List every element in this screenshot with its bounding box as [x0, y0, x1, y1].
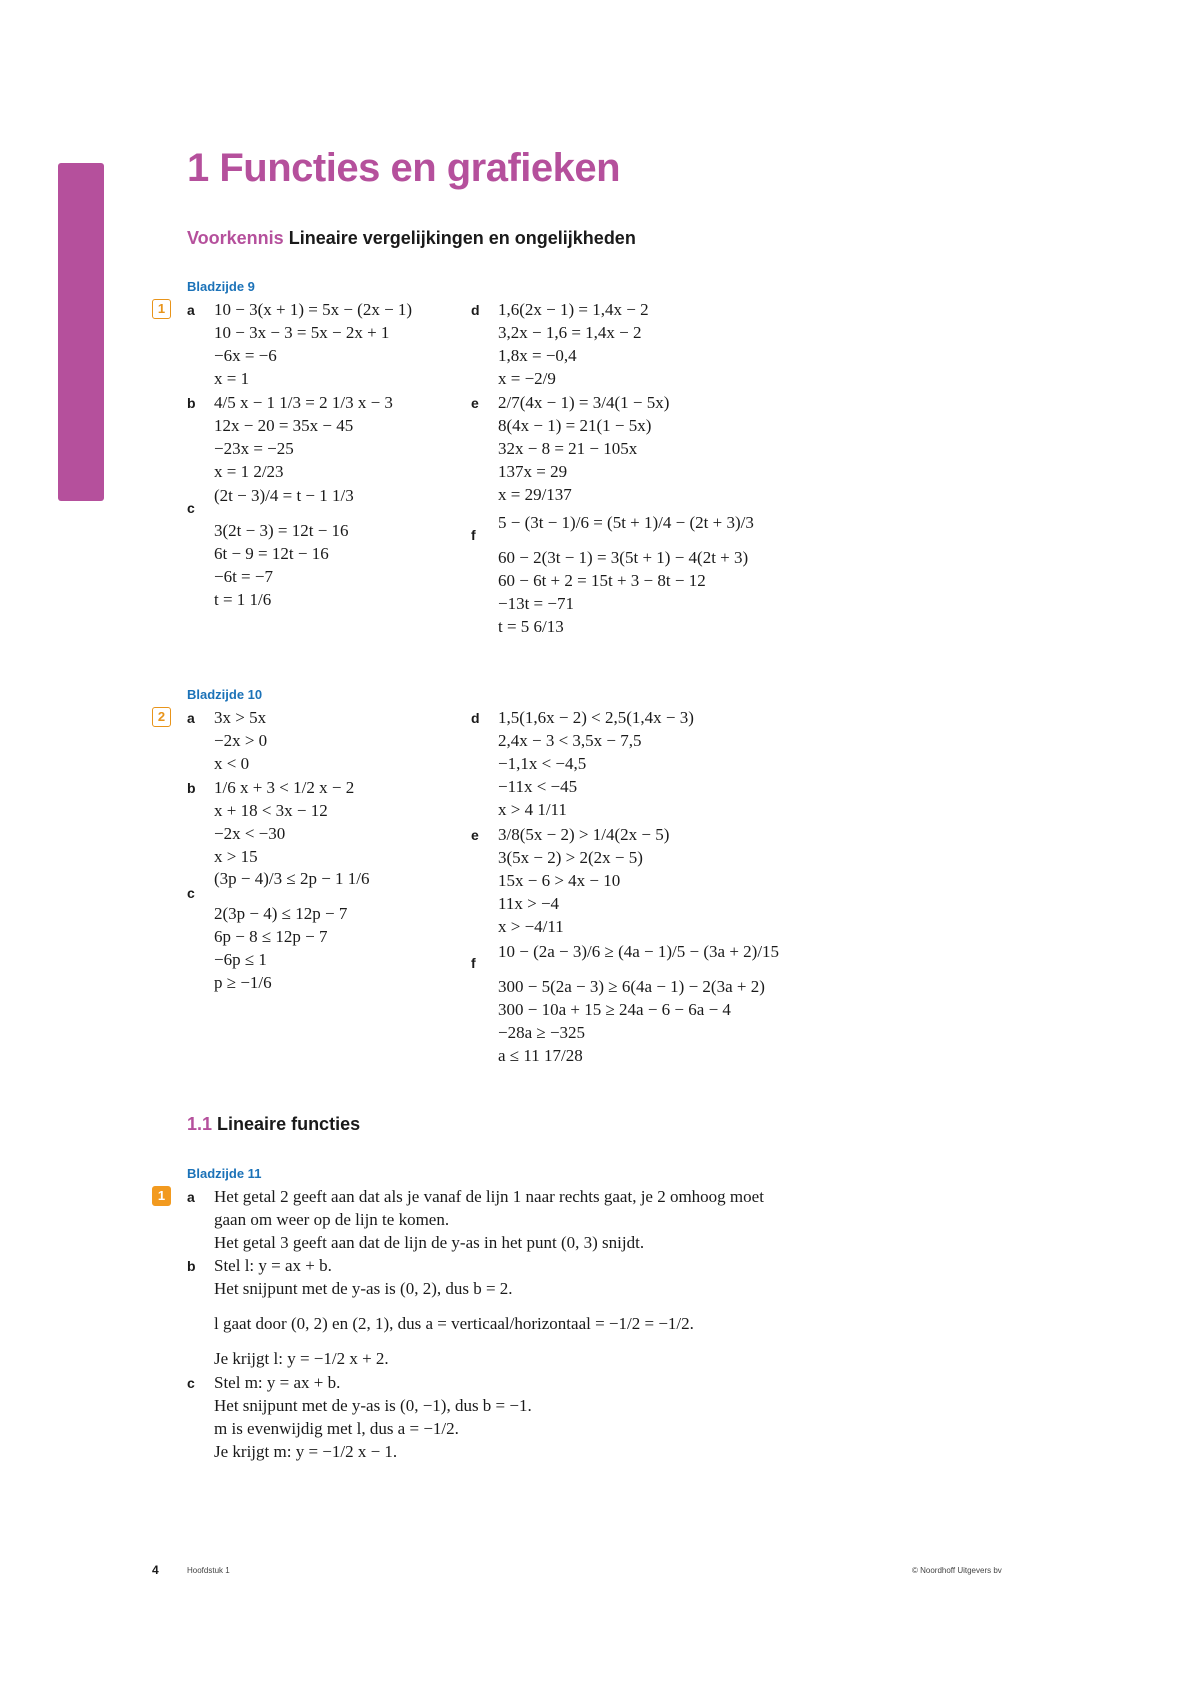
exercise-number-1: 1 — [152, 299, 171, 319]
equation-line: 3,2x − 1,6 = 1,4x − 2 — [498, 323, 642, 342]
equation-line: t = 1 1/6 — [214, 590, 272, 609]
copyright: © Noordhoff Uitgevers bv — [912, 1566, 1002, 1575]
equation-line: −1,1x < −4,5 — [498, 754, 587, 773]
section-prefix: Voorkennis — [187, 228, 284, 248]
equation-line: 6p − 8 ≤ 12p − 7 — [214, 927, 328, 946]
equation-line: 6t − 9 = 12t − 16 — [214, 544, 329, 563]
equation-line: 1,6(2x − 1) = 1,4x − 2 — [498, 300, 649, 319]
equation-line: 5 − (3t − 1)/6 = (5t + 1)/4 − (2t + 3)/3 — [498, 513, 754, 532]
equation-line: −13t = −71 — [498, 594, 574, 613]
page-number: 4 — [152, 1563, 159, 1577]
equation-line: 10 − 3(x + 1) = 5x − (2x − 1) — [214, 300, 413, 319]
equation-line: 1,8x = −0,4 — [498, 346, 577, 365]
part-label-f: f — [471, 527, 476, 543]
equation-line: −28a ≥ −325 — [498, 1023, 586, 1042]
equation-line: 60 − 2(3t − 1) = 3(5t + 1) − 4(2t + 3) — [498, 548, 749, 567]
equation-line: 2,4x − 3 < 3,5x − 7,5 — [498, 731, 642, 750]
chapter-color-tab — [58, 163, 104, 501]
equation-line: −2x > 0 — [214, 731, 268, 750]
equation-line: x + 18 < 3x − 12 — [214, 801, 328, 820]
equation-line: 2(3p − 4) ≤ 12p − 7 — [214, 904, 348, 923]
section-heading-voorkennis — [187, 228, 636, 249]
part-label-a: a — [187, 1189, 195, 1205]
exercise-number-1: 1 — [152, 1186, 171, 1206]
section-heading-lineaire-functies — [187, 1114, 360, 1135]
equation-line: −2x < −30 — [214, 824, 286, 843]
equation-line: a ≤ 11 17/28 — [498, 1046, 583, 1065]
part-label-a: a — [187, 710, 195, 726]
equation-line: 3x > 5x — [214, 708, 267, 727]
equation-line: 8(4x − 1) = 21(1 − 5x) — [498, 416, 652, 435]
equation-line: (2t − 3)/4 = t − 1 1/3 — [214, 486, 354, 505]
equation-line: 300 − 5(2a − 3) ≥ 6(4a − 1) − 2(3a + 2) — [498, 977, 765, 996]
chapter-footer: Hoofdstuk 1 — [187, 1566, 230, 1575]
equation-line: Het snijpunt met de y-as is (0, −1), dus b = −1. — [214, 1396, 532, 1415]
part-label-e: e — [471, 827, 479, 843]
equation-line: Het getal 2 geeft aan dat als je vanaf de lijn 1 naar rechts gaat, je 2 omhoog moet — [214, 1187, 764, 1206]
page-reference-9: Bladzijde 9 — [187, 279, 255, 294]
equation-line: 60 − 6t + 2 = 15t + 3 − 8t − 12 — [498, 571, 706, 590]
equation-line: x < 0 — [214, 754, 250, 773]
part-label-e: e — [471, 395, 479, 411]
equation-line: x > −4/11 — [498, 917, 564, 936]
equation-line: Het snijpunt met de y-as is (0, 2), dus b = 2. — [214, 1279, 513, 1298]
section-number: 1.1 — [187, 1114, 213, 1134]
equation-line: −6x = −6 — [214, 346, 277, 365]
equation-line: 300 − 10a + 15 ≥ 24a − 6 − 6a − 4 — [498, 1000, 731, 1019]
part-label-b: b — [187, 395, 196, 411]
part-label-b: b — [187, 1258, 196, 1274]
section-title: Lineaire vergelijkingen en ongelijkheden — [288, 228, 636, 248]
equation-line: x = 1 — [214, 369, 250, 388]
equation-line: 10 − (2a − 3)/6 ≥ (4a − 1)/5 − (3a + 2)/15 — [498, 942, 780, 961]
page-reference-11: Bladzijde 11 — [187, 1166, 262, 1181]
equation-line: x > 15 — [214, 847, 258, 866]
equation-line: 10 − 3x − 3 = 5x − 2x + 1 — [214, 323, 390, 342]
part-label-b: b — [187, 780, 196, 796]
equation-line: 3(2t − 3) = 12t − 16 — [214, 521, 349, 540]
equation-line: Je krijgt m: y = −1/2 x − 1. — [214, 1442, 398, 1461]
equation-line: m is evenwijdig met l, dus a = −1/2. — [214, 1419, 459, 1438]
equation-line: (3p − 4)/3 ≤ 2p − 1 1/6 — [214, 869, 370, 888]
part-label-f: f — [471, 955, 476, 971]
page-reference-10: Bladzijde 10 — [187, 687, 263, 702]
equation-line: 1/6 x + 3 < 1/2 x − 2 — [214, 778, 355, 797]
equation-line: 1,5(1,6x − 2) < 2,5(1,4x − 3) — [498, 708, 694, 727]
equation-line: 11x > −4 — [498, 894, 560, 913]
exercise-number-2: 2 — [152, 707, 171, 727]
part-label-d: d — [471, 302, 480, 318]
equation-line: p ≥ −1/6 — [214, 973, 272, 992]
equation-line: −23x = −25 — [214, 439, 294, 458]
equation-line: 3/8(5x − 2) > 1/4(2x − 5) — [498, 825, 670, 844]
part-label-c: c — [187, 885, 195, 901]
section-title: Lineaire functies — [217, 1114, 361, 1134]
equation-line: 15x − 6 > 4x − 10 — [498, 871, 621, 890]
equation-line: 137x = 29 — [498, 462, 568, 481]
equation-line: x = −2/9 — [498, 369, 556, 388]
equation-line: gaan om weer op de lijn te komen. — [214, 1210, 450, 1229]
equation-line: t = 5 6/13 — [498, 617, 564, 636]
equation-line: Stel m: y = ax + b. — [214, 1373, 341, 1392]
equation-line: 4/5 x − 1 1/3 = 2 1/3 x − 3 — [214, 393, 393, 412]
equation-line: x > 4 1/11 — [498, 800, 567, 819]
equation-line: −6p ≤ 1 — [214, 950, 267, 969]
part-label-c: c — [187, 500, 195, 516]
part-label-d: d — [471, 710, 480, 726]
equation-line: 12x − 20 = 35x − 45 — [214, 416, 354, 435]
equation-line: Stel l: y = ax + b. — [214, 1256, 332, 1275]
part-label-a: a — [187, 302, 195, 318]
chapter-title: 1 Functies en grafieken — [187, 146, 621, 190]
equation-line: x = 1 2/23 — [214, 462, 284, 481]
equation-line: 2/7(4x − 1) = 3/4(1 − 5x) — [498, 393, 670, 412]
equation-line: x = 29/137 — [498, 485, 572, 504]
part-label-c: c — [187, 1375, 195, 1391]
equation-line: 32x − 8 = 21 − 105x — [498, 439, 638, 458]
equation-line: l gaat door (0, 2) en (2, 1), dus a = verticaal/horizontaal = −1/2 = −1/2. — [214, 1314, 694, 1333]
equation-line: −6t = −7 — [214, 567, 273, 586]
equation-line: −11x < −45 — [498, 777, 578, 796]
equation-line: Het getal 3 geeft aan dat de lijn de y-as in het punt (0, 3) snijdt. — [214, 1233, 645, 1252]
equation-line: Je krijgt l: y = −1/2 x + 2. — [214, 1349, 389, 1368]
equation-line: 3(5x − 2) > 2(2x − 5) — [498, 848, 643, 867]
